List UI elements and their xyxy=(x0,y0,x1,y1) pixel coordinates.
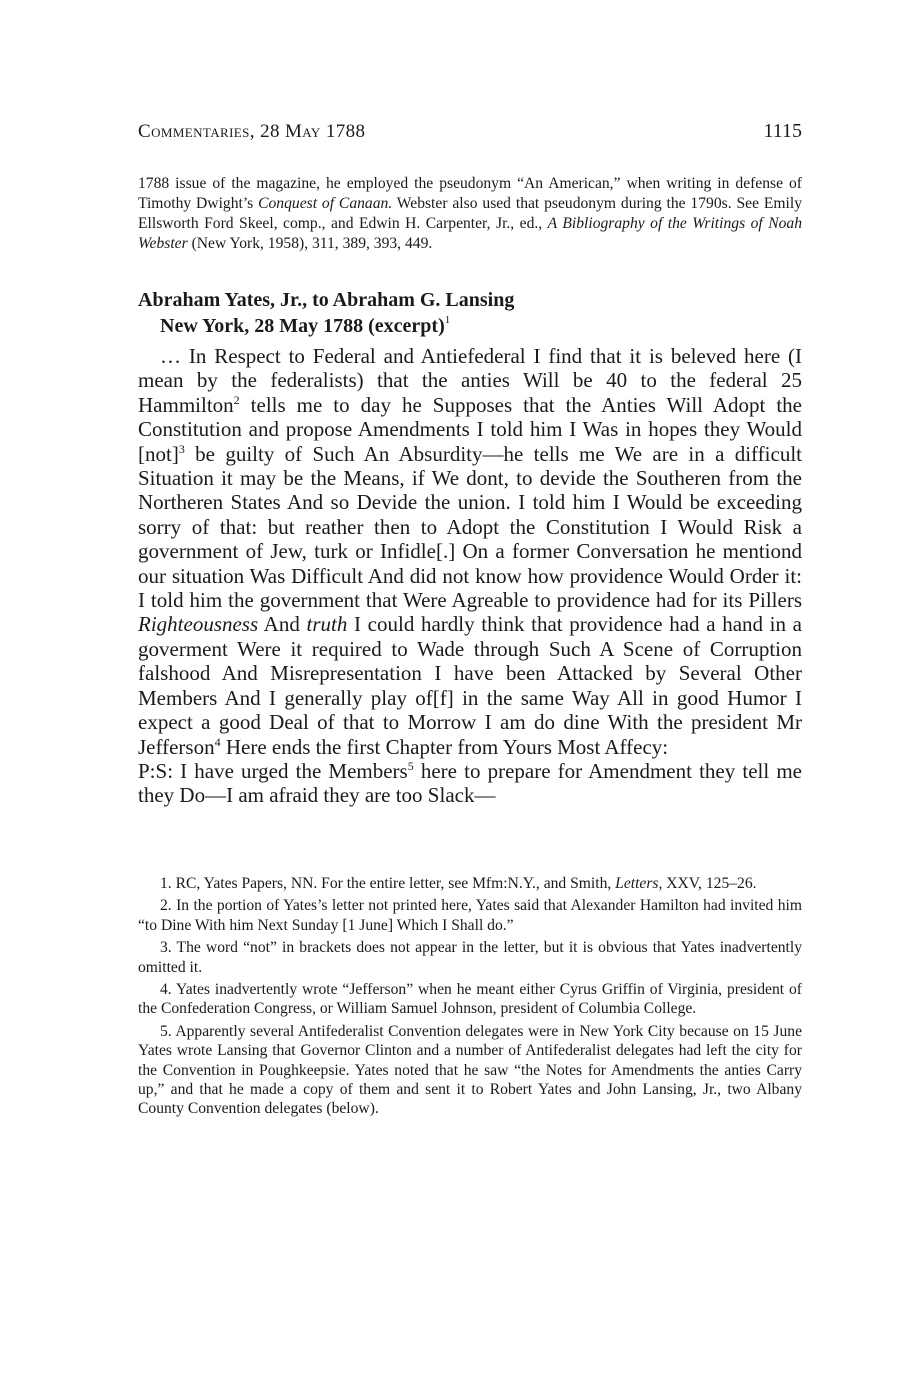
footnote-3: 3. The word “not” in brackets does not appear in the letter, but it is obvious that Yates inadvertently omitted it. xyxy=(138,939,802,976)
carryover-footnote: 1788 issue of the magazine, he employed the pseudonym “An American,” when writing in defense of Timothy Dwight’s Conquest of Canaan. Webster also used that pseudonym during the 1790s. See Emily Ellsworth Ford Skeel, comp., and Edwin H. Carpenter, Jr., ed., A Bibliography of the Writings of Noah Webster (New York, 1958), 311, 389, 393, 449. xyxy=(138,175,803,252)
postscript: P:S: I have urged the Members$^5$ here to prepare for Amendment they tell me they Do—I am afraid they are too Slack— xyxy=(138,758,802,808)
footnote-ref: 4 xyxy=(214,734,221,749)
letter-body xyxy=(138,344,802,808)
footnote-4: 4. Yates inadvertently wrote “Jefferson” when he meant either Cyrus Griffin of Virginia, president of the Confederation Congress, or William Samuel Johnson, president of Columbia College. xyxy=(138,981,802,1018)
letter-paragraph: … In Respect to Federal and Antiefederal I find that it is beleved here (I mean by the federalists) that the anties Will be 40 to the federal 25 Hammilton$^2$ tells me to day he Supposes that the Anties Will Adopt the Constitution and propose Amendments I told him I Was in hopes they Would [not]$^3$ be guilty of Such An Absurdity—he tells me We are in a difficult Situation it may be the Means, if We dont, to devide the Southeren from the Northeren States And so Devide the union. I told him I Would be exceeding sorry of that: but reather then to Adopt the Constitution I Would Risk a government of Jew, turk or Infidle[.] On a former Conversation he mentiond our situation Was Difficult And did not know how providence Would Order it: I told him the government that Were Agreable to providence had for its Pillers Righteousness And truth I could hardly think that providence had a hand in a goverment Were it required to Wade through Such A Scene of Corruption falshood And Misrepresentation I have been Attacked by Several Other Members And I generally play of[f] in the same Way All in good Humor I expect a good Deal of that to Morrow I am do dine With the president Mr Jefferson$^4$ Here ends the first Chapter from Yours Most Affecy: xyxy=(138,344,802,759)
footnote-5: 5. Apparently several Antifederalist Convention delegates were in New York City because on 15 June Yates wrote Lansing that Governor Clinton and a number of Antifederalist delegates had left the city for the Convention in Poughkeepsie. Yates noted that he saw “the Notes for Amendments the anties Carry up,” and that he made a copy of them and sent it to Robert Yates and John Lansing, Jr., two Albany County Convention delegates (below). xyxy=(138,1022,802,1118)
page-number: 1115 xyxy=(763,120,802,142)
page-header xyxy=(138,120,802,154)
footnote-1: 1. RC, Yates Papers, NN. For the entire letter, see Mfm:N.Y., and Smith, Letters, XXV, 125–26. xyxy=(160,875,757,892)
footnote-ref: 1 xyxy=(444,314,451,326)
footnotes xyxy=(138,874,802,1122)
footnote-ref: 5 xyxy=(407,758,414,773)
footnote-ref: 2 xyxy=(233,392,240,407)
title-line-2: New York, 28 May 1788 (excerpt)$^1$ xyxy=(160,314,451,337)
document-title xyxy=(138,287,802,339)
title-line-1: Abraham Yates, Jr., to Abraham G. Lansing xyxy=(138,289,515,311)
running-head: Commentaries, 28 May 1788 xyxy=(138,121,366,142)
footnote-2: 2. In the portion of Yates’s letter not printed here, Yates said that Alexander Hamilton had invited him “to Dine With him Next Sunday [1 June] Which I Shall do.” xyxy=(138,897,802,934)
footnote-ref: 3 xyxy=(178,441,185,456)
